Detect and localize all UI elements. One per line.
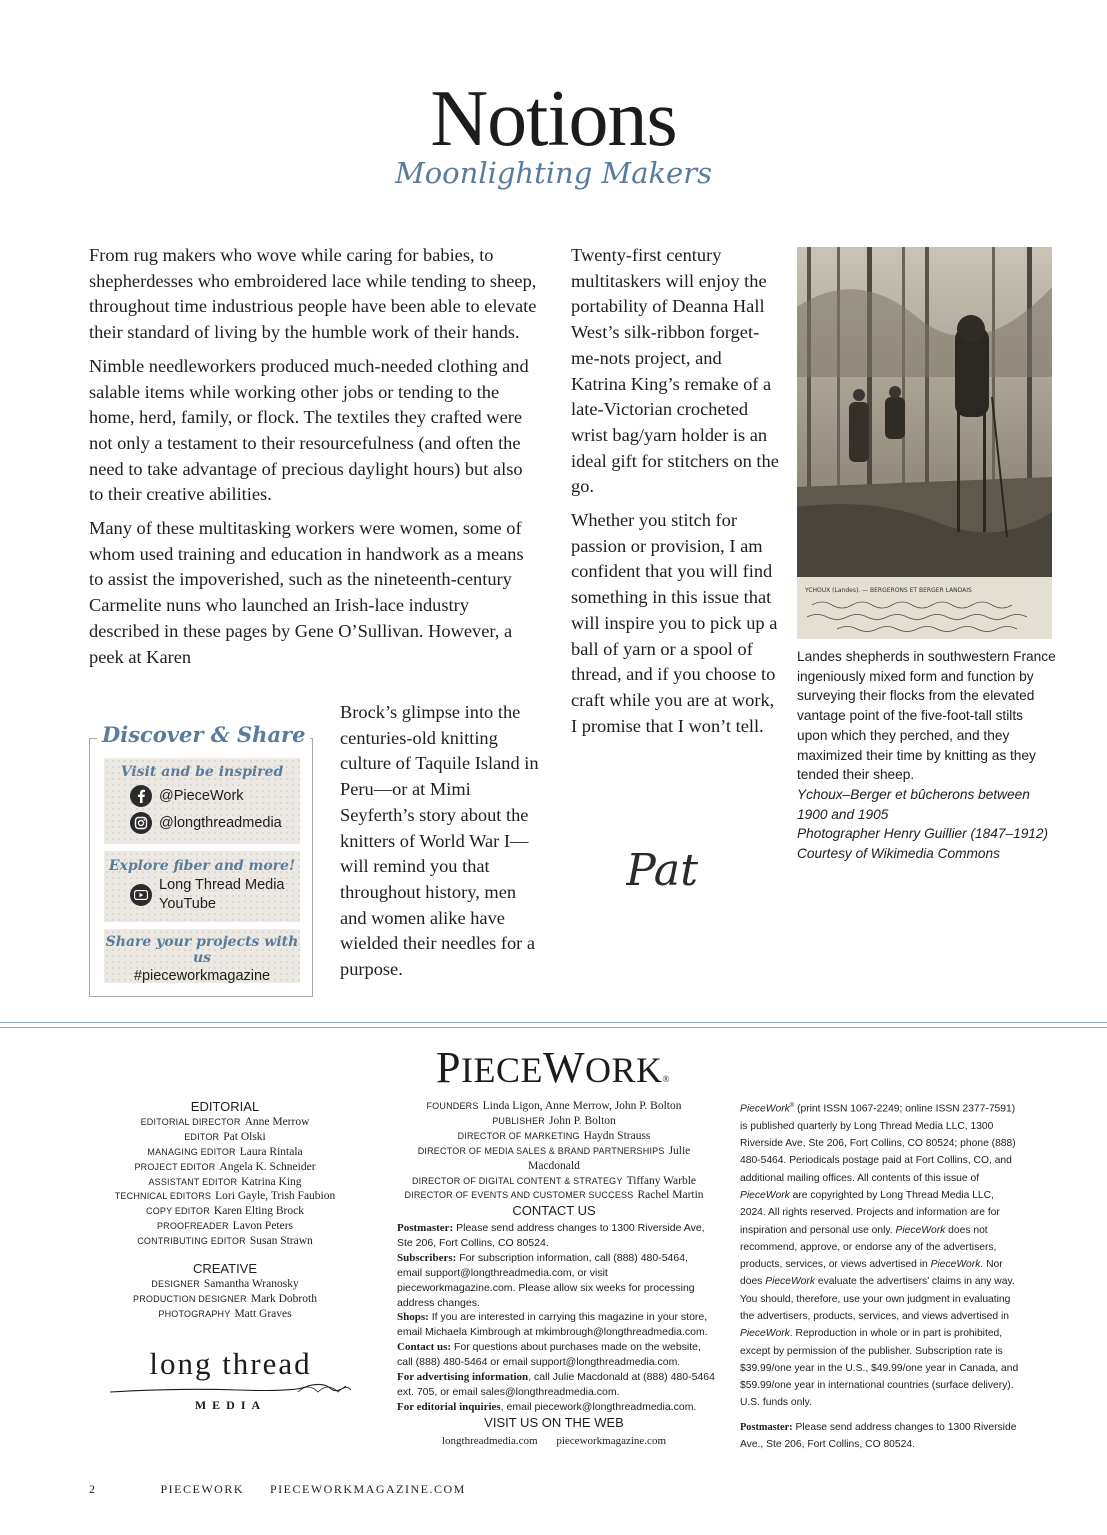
- youtube-label: [159, 876, 285, 914]
- share-visit-heading: Visit and be inspired: [120, 764, 284, 780]
- share-panel-youtube: [104, 851, 300, 922]
- staff-line: PHOTOGRAPHY Matt Graves: [158, 1307, 292, 1320]
- youtube-link[interactable]: [130, 876, 300, 914]
- instagram-icon: [130, 812, 152, 834]
- footer-magazine: PIECEWORK: [160, 1482, 244, 1496]
- share-projects-heading: Share your projects with us: [105, 934, 299, 966]
- page-subtitle: Moonlighting Makers: [395, 156, 712, 190]
- youtube-line-2: YouTube: [159, 896, 216, 912]
- staff-line: COPY EDITOR Karen Elting Brock: [146, 1205, 304, 1218]
- facebook-handle: @PieceWork: [159, 788, 244, 804]
- web-links: [393, 1435, 715, 1447]
- facebook-icon: [130, 785, 152, 807]
- creative-heading: CREATIVE: [192, 1261, 258, 1277]
- staff-line: PROJECT EDITOR Angela K. Schneider: [134, 1160, 316, 1173]
- facebook-link[interactable]: [130, 785, 300, 807]
- piecework-logo: PIECEWORK®: [436, 1043, 670, 1092]
- share-panel-hashtag: [104, 929, 300, 983]
- editor-signature: [626, 835, 706, 900]
- masthead-business: [393, 1099, 715, 1203]
- masthead-editorial: [105, 1098, 345, 1322]
- discover-share-title: Discover & Share: [97, 722, 310, 747]
- staff-line: DIRECTOR OF DIGITAL CONTENT & STRATEGY Tiffany Warble: [411, 1174, 697, 1187]
- web-heading: VISIT US ON THE WEB: [484, 1415, 624, 1430]
- staff-line: DIRECTOR OF EVENTS AND CUSTOMER SUCCESS Rachel Martin: [404, 1189, 704, 1202]
- web-link-piecework[interactable]: pieceworkmagazine.com: [556, 1435, 666, 1447]
- caption-credit-2: Photographer Henry Guillier (1847–1912): [797, 826, 1049, 842]
- signature-text: Pat: [626, 845, 699, 895]
- paragraph: From rug makers who wove while caring for babies, to shepherdesses who embroidered lace while tending to sheep, throughout time industrious people have been able to elevate their standard of living by the humble work of their hands.: [89, 245, 537, 343]
- legal-postmaster: Postmaster: Please send address changes to 1300 Riverside Ave., Ste 206, Fort Collins, CO 80524.: [740, 1421, 1017, 1451]
- paragraph: Twenty-first century multitaskers will enjoy the portability of Deanna Hall West’s silk-ribbon forget-me-nots project, and Katrina King’s remake of a late-Victorian crocheted wrist bag/yarn holder is an ideal gift for stitchers on the go.: [571, 245, 779, 497]
- staff-line: ASSISTANT EDITOR Katrina King: [148, 1175, 302, 1188]
- page-footer: [89, 1482, 492, 1497]
- staff-line: DIRECTOR OF MARKETING Haydn Strauss: [457, 1129, 651, 1142]
- caption-text: Landes shepherds in southwestern France ingeniously mixed form and function by surveying their flocks from the elevated vantage point of the five-foot-tall stilts upon which they perched, and they maximized their time by knitting as they tended their sheep.: [797, 649, 1056, 783]
- instagram-handle: @longthreadmedia: [159, 815, 282, 831]
- contact-item: For editorial inquiries, email piecework@longthreadmedia.com.: [397, 1400, 697, 1413]
- article-column-1-continued: Brock’s glimpse into the centuries-old knitting culture of Taquile Island in Peru—or at Mimi Seyferth’s story about the knitters of World War I—will remind you that throughout history, men and women alike have wielded their needles for a purpose.: [340, 702, 539, 980]
- staff-line: EDITORIAL DIRECTOR Anne Merrow: [140, 1115, 310, 1128]
- staff-line: FOUNDERS Linda Ligon, Anne Merrow, John P. Bolton: [426, 1100, 682, 1112]
- contact-info: [397, 1221, 715, 1415]
- staff-line: EDITOR Pat Olski: [184, 1130, 266, 1143]
- contact-item: Subscribers: For subscription information, call (888) 480-5464, email support@longthreadmedia.com, or visit pieceworkmagazine.com. Please allow six weeks for processing address changes.: [397, 1251, 695, 1309]
- photo-caption: [797, 647, 1057, 864]
- section-divider: [0, 1027, 1107, 1028]
- footer-url[interactable]: PIECEWORKMAGAZINE.COM: [270, 1482, 466, 1496]
- staff-line: MANAGING EDITOR Laura Rintala: [147, 1145, 303, 1158]
- contact-item: For advertising information, call Julie Macdonald at (888) 480-5464 ext. 705, or email sales@longthreadmedia.com.: [397, 1371, 715, 1398]
- staff-line: TECHNICAL EDITORS Lori Gayle, Trish Faubion: [114, 1190, 336, 1203]
- contact-item: Contact us: For questions about purchases made on the website, call (888) 480-5464 or email support@longthreadmedia.com.: [397, 1341, 701, 1369]
- lt-logo-media: MEDIA: [194, 1398, 267, 1412]
- contact-heading: CONTACT US: [512, 1203, 596, 1218]
- long-thread-media-logo: [108, 1346, 353, 1413]
- share-explore-heading: Explore fiber and more!: [108, 858, 296, 874]
- contact-item: Shops: If you are interested in carrying this magazine in your store, email Michaela Kimbrough at mkimbrough@longthreadmedia.com.: [397, 1311, 708, 1339]
- web-link-longthread[interactable]: longthreadmedia.com: [442, 1435, 538, 1447]
- staff-line: CONTRIBUTING EDITOR Susan Strawn: [137, 1235, 313, 1248]
- thread-swash-icon: [108, 1380, 353, 1400]
- staff-line: PRODUCTION DESIGNER Mark Dobroth: [133, 1292, 317, 1305]
- youtube-icon: [130, 884, 152, 906]
- hashtag[interactable]: #pieceworkmagazine: [133, 968, 271, 984]
- instagram-link[interactable]: [130, 812, 300, 834]
- postcard-label: YCHOUX (Landes). — BERGERONS ET BERGER LANDAIS: [805, 587, 972, 594]
- paragraph: Nimble needleworkers produced much-needed clothing and salable items while working other jobs or tending to the home, herd, family, or flock. The textiles they crafted were not only a testament to their resourcefulness (and often the need to take advantage of precious daylight hours) but also to their creative abilities.: [89, 355, 529, 505]
- article-column-2: [571, 243, 781, 747]
- contact-item: Postmaster: Please send address changes to 1300 Riverside Ave, Ste 206, Fort Collins, CO 80524.: [397, 1222, 705, 1249]
- publication-legal: [740, 1098, 1022, 1460]
- staff-line: DIRECTOR OF MEDIA SALES & BRAND PARTNERSHIPS Julie Macdonald: [417, 1144, 691, 1172]
- share-panel-social: [104, 758, 300, 844]
- youtube-line-1: Long Thread Media: [159, 877, 285, 893]
- article-column-1: [89, 243, 539, 678]
- lt-logo-text: long thread: [149, 1346, 312, 1381]
- historic-postcard-photo: [797, 247, 1052, 639]
- paragraph: Many of these multitasking workers were women, some of whom used training and education in handwork as a means to assist the impoverished, such as the nineteenth-century Carmelite nuns who launched an Irish-lace industry described in these pages by Gene O’Sullivan. However, a peek at Karen: [89, 518, 524, 667]
- staff-line: PUBLISHER John P. Bolton: [492, 1114, 616, 1127]
- legal-paragraph: PieceWork® (print ISSN 1067-2249; online ISSN 2377-7591) is published quarterly by Long Thread Media LLC, 1300 Riverside Ave, Ste 206, Fort Collins, CO 80524; phone (888) 480-5464. Periodicals postage paid at Fort Collins, CO, and additional mailing offices. All contents of this issue of PieceWork are copyrighted by Long Thread Media LLC, 2024. All rights reserved. Projects and information are for inspiration and personal use only. PieceWork does not recommend, approve, or endorse any of the advertisers, products, services, or views advertised in PieceWork. Nor does PieceWork evaluate the advertisers’ claims in any way. You should, therefore, use your own judgment in evaluating the advertisers, products, services, and views advertised in PieceWork. Reproduction in whole or in part is prohibited, except by permission of the publisher. Subscription rate is $39.99/one year in the U.S., $49.99/one year in Canada, and $59.99/one year in international countries (surface delivery). U.S. funds only.: [740, 1103, 1019, 1409]
- page-title: Notions: [430, 75, 677, 163]
- page-number: 2: [89, 1482, 97, 1496]
- caption-credit-1: Ychoux–Berger et bûcherons between 1900 and 1905: [797, 786, 1030, 822]
- staff-line: DESIGNER Samantha Wranosky: [151, 1277, 299, 1290]
- editorial-heading: EDITORIAL: [190, 1099, 260, 1114]
- paragraph: Whether you stitch for passion or provision, I am confident that you will find something in this issue that will inspire you to pick up a ball of yarn or a spool of thread, and if you choose to craft while you are at work, I promise that I won’t tell.: [571, 510, 778, 736]
- caption-credit-3: Courtesy of Wikimedia Commons: [797, 846, 1000, 862]
- staff-line: PROOFREADER Lavon Peters: [156, 1220, 294, 1233]
- section-divider: [0, 1022, 1107, 1023]
